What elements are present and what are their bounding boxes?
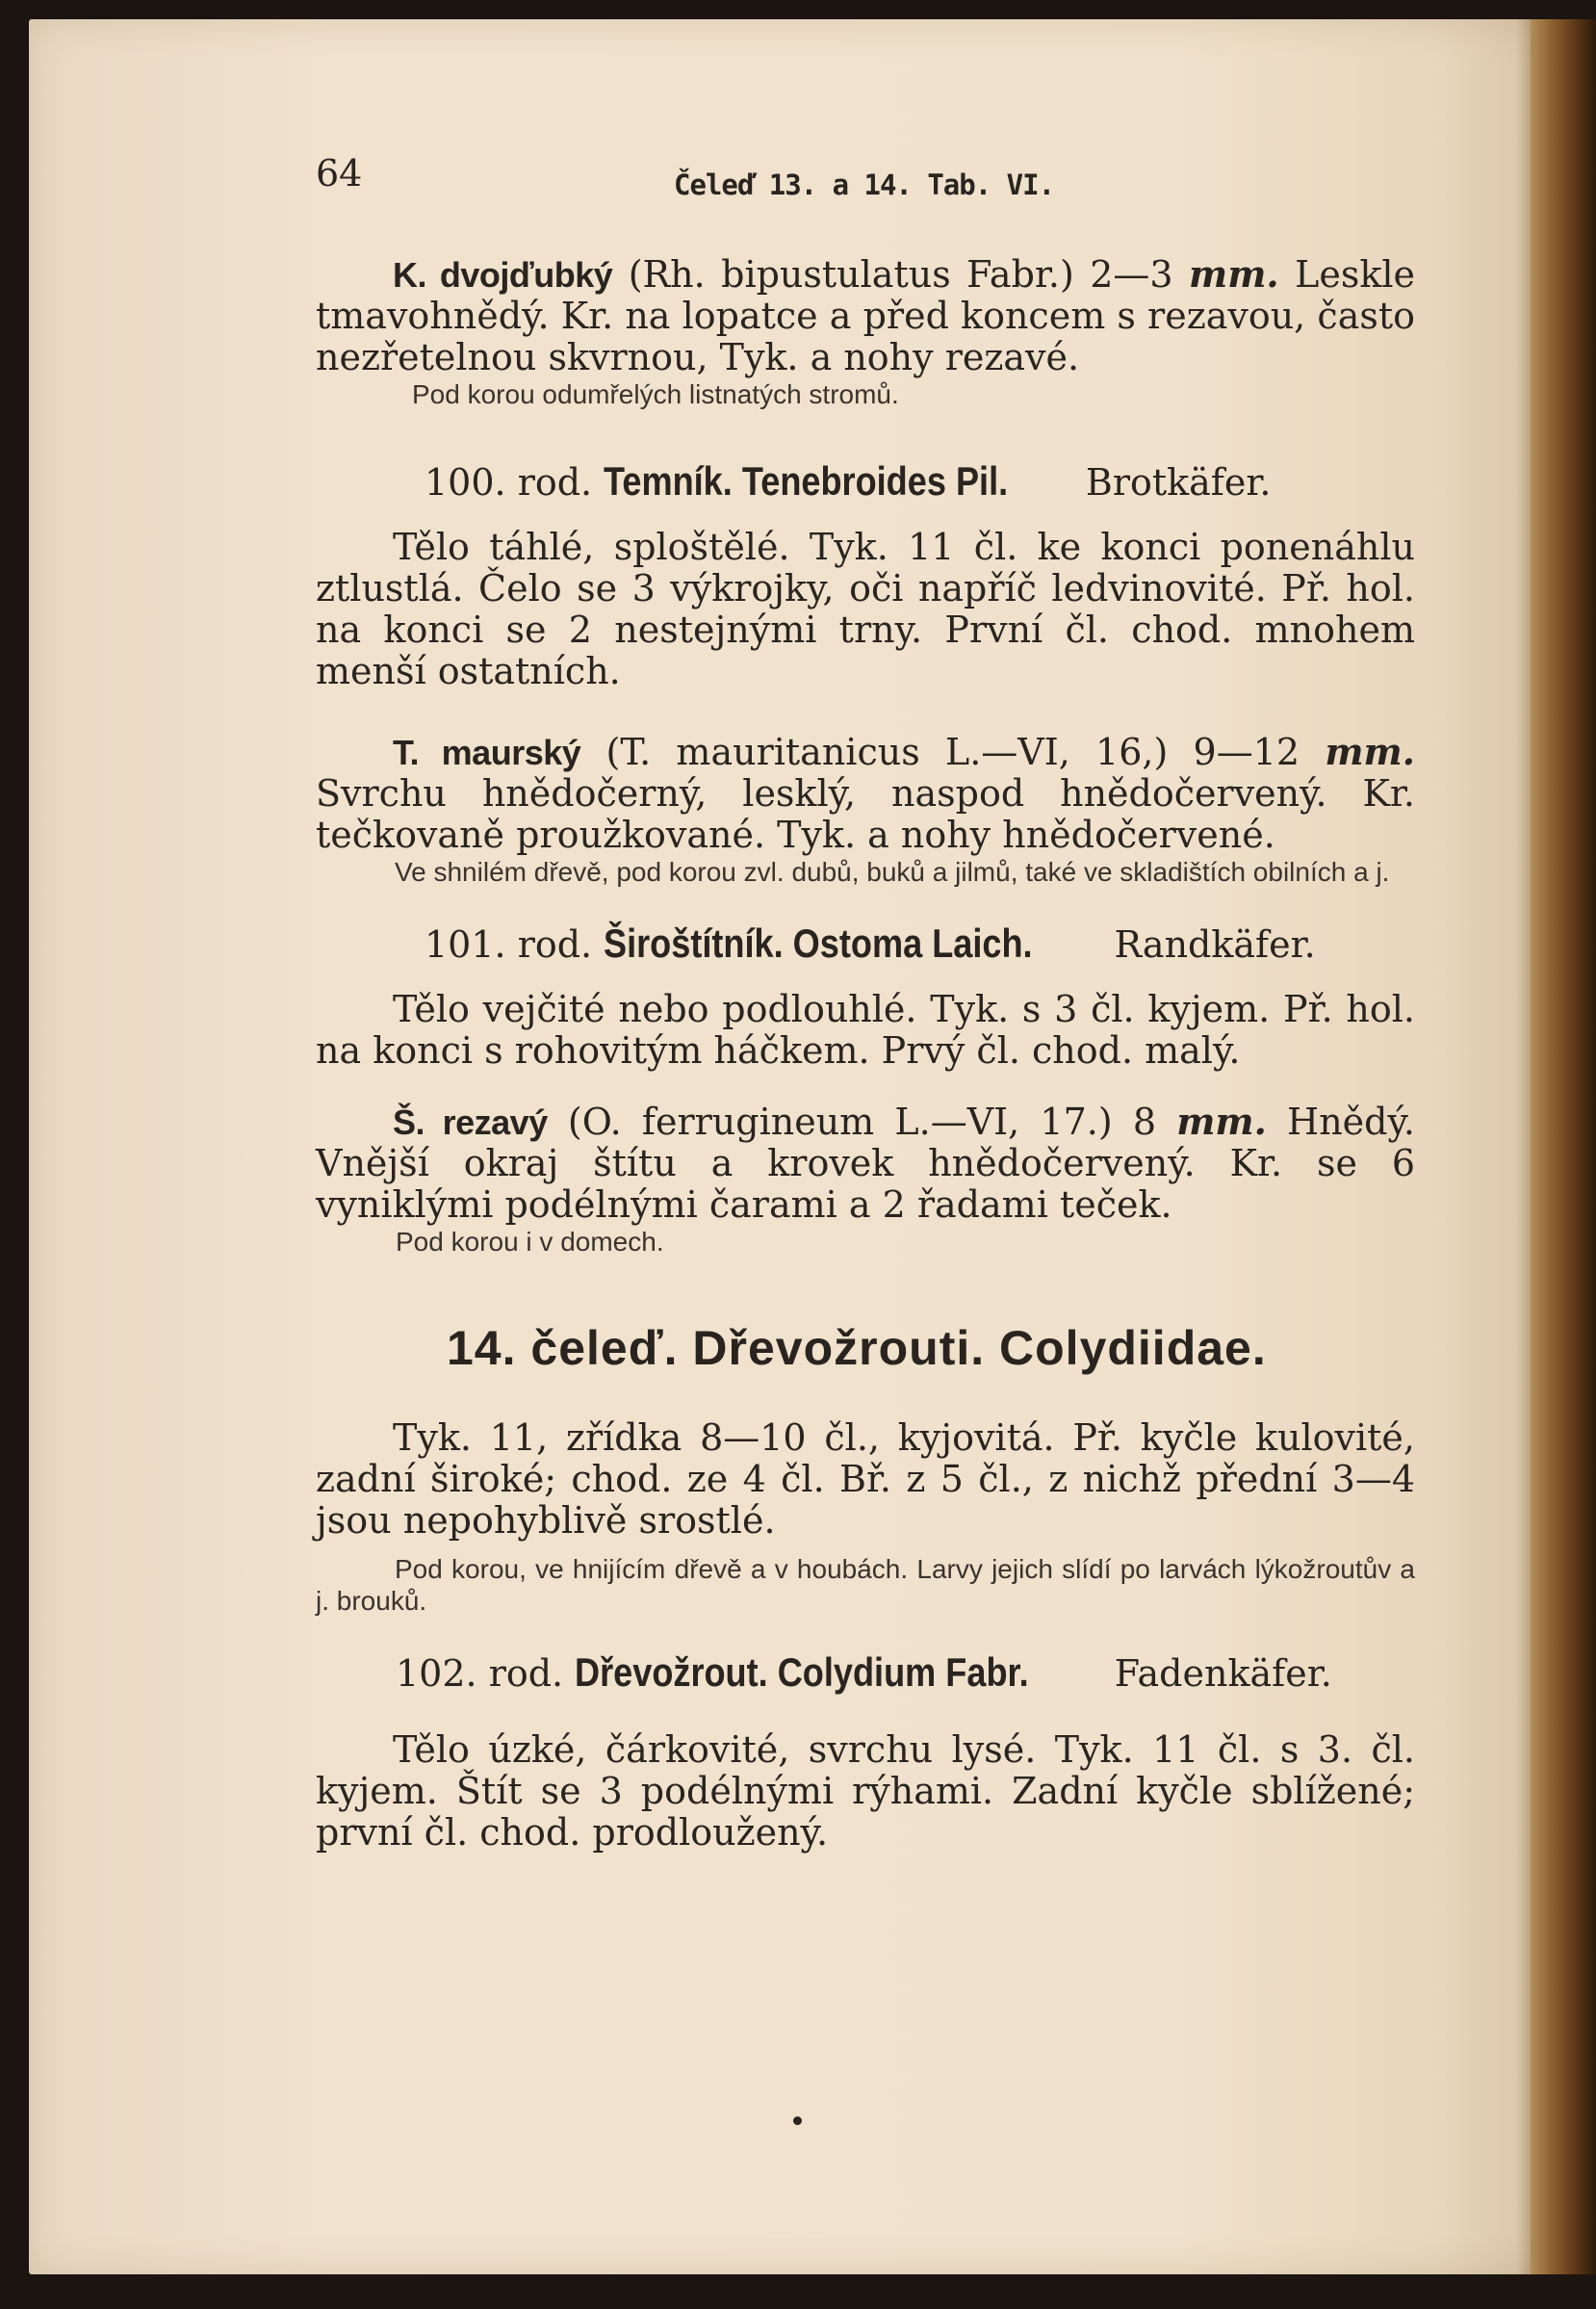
genus-name: Temník. Tenebroides Pil.: [604, 458, 1009, 504]
genus-number: 101. rod.: [425, 923, 593, 966]
family-heading-14: 14. čeleď. Dřevožrouti. Colydiidae.: [447, 1321, 1267, 1375]
page-number: 64: [316, 152, 363, 195]
page-text: [316, 152, 1415, 1854]
ink-speck: [793, 2116, 802, 2125]
species-description: Hnědý. Vnější okraj štítu a krovek hnědočervený. Kr. se 6 vyniklými podélnými čarami a 2 řadami teček.: [316, 1101, 1415, 1226]
genus-description-100: Tělo táhlé, sploštělé. Tyk. 11 čl. ke konci ponenáhlu ztlustlá. Čelo se 3 výkrojky, oči napříč ledvinovité. Př. hol. na konci se 2 nestejnými trny. První čl. chod. mnohem menší ostatních.: [316, 526, 1415, 692]
genus-heading-100: [316, 460, 1415, 504]
unit-label: mm.: [1325, 730, 1415, 773]
genus-description-101: Tělo vejčité nebo podlouhlé. Tyk. s 3 čl. kyjem. Př. hol. na konci s rohovitým háčkem. Prvý čl. chod. malý.: [316, 988, 1415, 1072]
species-name: K. dvojďubký: [393, 255, 613, 295]
book-spine: [1531, 19, 1596, 2274]
species-entry-dvojdubky: [316, 253, 1415, 378]
habitat-note: Ve shnilém dřevě, pod korou zvl. dubů, buků a jilmů, také ve skladištích obilních a j.: [395, 857, 1390, 887]
genus-heading-102: [316, 1651, 1415, 1695]
species-description: Leskle tmavohnědý. Kr. na lopatce a před koncem s rezavou, často nezřetelnou skvrnou, Tyk. a nohy rezavé.: [316, 253, 1415, 378]
family-description-14: Tyk. 11, zřídka 8—10 čl., kyjovitá. Př. kyčle kulovité, zadní široké; chod. ze 4 čl. Bř. z 5 čl., z nichž přední 3—4 jsou nepohyblivě srostlé.: [316, 1416, 1415, 1542]
genus-german-name: Randkäfer.: [1114, 923, 1316, 966]
genus-german-name: Fadenkäfer.: [1114, 1652, 1332, 1695]
running-head: [316, 152, 1415, 203]
species-name: Š. rezavý: [393, 1103, 548, 1142]
family-note-14: Pod korou, ve hnijícím dřevě a v houbách. Larvy jejich slídí po larvách lýkožroutův a j. brouků.: [316, 1554, 1415, 1616]
genus-number: 100. rod.: [425, 461, 593, 504]
running-title: Čeleď 13. a 14. Tab. VI.: [674, 169, 1055, 201]
genus-name: Široštítník. Ostoma Laich.: [604, 921, 1033, 966]
genus-heading-101: [316, 922, 1415, 966]
genus-description-102: Tělo úzké, čárkovité, svrchu lysé. Tyk. 11 čl. s 3. čl. kyjem. Štít se 3 podélnými rýhami. Zadní kyčle sblížené; první čl. chod. prodloužený.: [316, 1728, 1415, 1854]
unit-label: mm.: [1189, 252, 1279, 296]
species-synonym: (O. ferrugineum L.—VI, 17.) 8: [547, 1101, 1177, 1143]
species-name: T. maurský: [393, 733, 581, 772]
species-synonym: (T. mauritanicus L.—VI, 16,) 9—12: [580, 731, 1326, 773]
species-synonym: (Rh. bipustulatus Fabr.) 2—3: [612, 253, 1190, 296]
genus-name: Dřevožrout. Colydium Fabr.: [575, 1649, 1029, 1695]
species-entry-rezavy: [316, 1101, 1415, 1226]
unit-label: mm.: [1176, 1100, 1267, 1143]
habitat-note: Pod korou i v domech.: [396, 1227, 664, 1257]
genus-number: 102. rod.: [396, 1652, 564, 1695]
species-description: Svrchu hnědočerný, lesklý, naspod hnědočervený. Kr. tečkovaně proužkované. Tyk. a nohy hnědočervené.: [316, 772, 1415, 856]
habitat-note: Pod korou odumřelých listnatých stromů.: [412, 379, 899, 409]
species-entry-maursky: [316, 731, 1415, 856]
genus-german-name: Brotkäfer.: [1085, 461, 1272, 504]
